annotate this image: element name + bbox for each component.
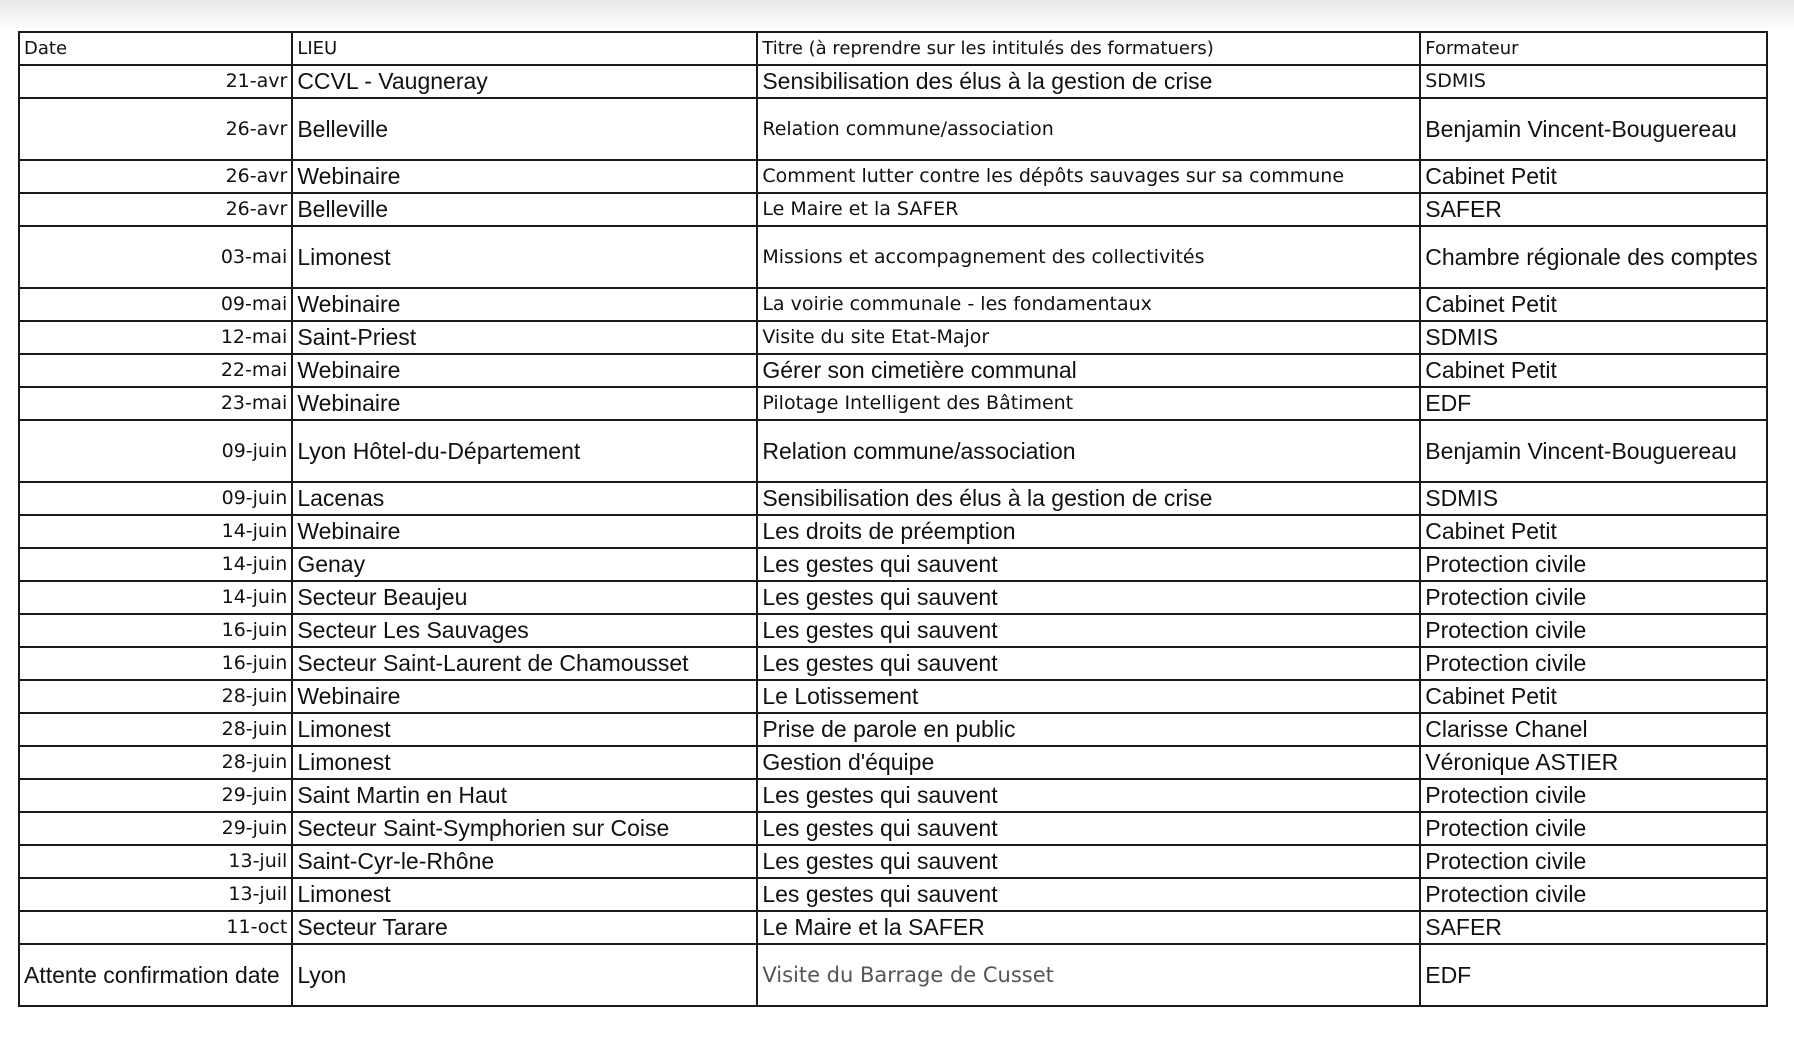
date-cell: 26-avr xyxy=(19,193,292,226)
formateur-cell: EDF xyxy=(1420,944,1767,1006)
date-cell: 09-juin xyxy=(19,482,292,515)
titre-cell: La voirie communale - les fondamentaux xyxy=(757,288,1420,321)
titre-cell: Relation commune/association xyxy=(757,420,1420,482)
titre-cell: Les gestes qui sauvent xyxy=(757,581,1420,614)
formateur-cell: Cabinet Petit xyxy=(1420,680,1767,713)
formateur-cell: Protection civile xyxy=(1420,878,1767,911)
date-cell: 16-juin xyxy=(19,614,292,647)
table-row xyxy=(19,581,1767,614)
table-row xyxy=(19,420,1767,482)
header-lieu: LIEU xyxy=(292,32,757,65)
date-cell: 14-juin xyxy=(19,581,292,614)
lieu-cell: CCVL - Vaugneray xyxy=(292,65,757,98)
formateur-cell: SAFER xyxy=(1420,193,1767,226)
date-cell: 09-juin xyxy=(19,420,292,482)
titre-cell: Gestion d'équipe xyxy=(757,746,1420,779)
date-cell: 28-juin xyxy=(19,680,292,713)
formateur-cell: Protection civile xyxy=(1420,845,1767,878)
titre-cell: Les gestes qui sauvent xyxy=(757,548,1420,581)
formateur-cell: Cabinet Petit xyxy=(1420,515,1767,548)
window-top-band xyxy=(0,0,1794,30)
formateur-cell: Cabinet Petit xyxy=(1420,288,1767,321)
formateur-cell: Cabinet Petit xyxy=(1420,354,1767,387)
table-row xyxy=(19,680,1767,713)
lieu-cell: Webinaire xyxy=(292,515,757,548)
date-cell: 26-avr xyxy=(19,98,292,160)
lieu-cell: Lyon xyxy=(292,944,757,1006)
table-row xyxy=(19,746,1767,779)
table-row xyxy=(19,779,1767,812)
formateur-cell: Benjamin Vincent-Bouguereau xyxy=(1420,98,1767,160)
formateur-cell: Protection civile xyxy=(1420,779,1767,812)
formateur-cell: SDMIS xyxy=(1420,65,1767,98)
date-cell: 28-juin xyxy=(19,713,292,746)
titre-cell: Sensibilisation des élus à la gestion de crise xyxy=(757,65,1420,98)
titre-cell: Relation commune/association xyxy=(757,98,1420,160)
header-row xyxy=(19,32,1767,65)
table-row xyxy=(19,812,1767,845)
lieu-cell: Genay xyxy=(292,548,757,581)
table-row xyxy=(19,226,1767,288)
formateur-cell: EDF xyxy=(1420,387,1767,420)
lieu-cell: Limonest xyxy=(292,746,757,779)
titre-cell: Les gestes qui sauvent xyxy=(757,812,1420,845)
table-row xyxy=(19,944,1767,1006)
table-row xyxy=(19,193,1767,226)
date-cell: 21-avr xyxy=(19,65,292,98)
titre-cell: Le Maire et la SAFER xyxy=(757,193,1420,226)
formateur-cell: Benjamin Vincent-Bouguereau xyxy=(1420,420,1767,482)
table-row xyxy=(19,515,1767,548)
titre-cell: Comment lutter contre les dépôts sauvages sur sa commune xyxy=(757,160,1420,193)
lieu-cell: Secteur Beaujeu xyxy=(292,581,757,614)
formateur-cell: SDMIS xyxy=(1420,482,1767,515)
date-cell: 29-juin xyxy=(19,779,292,812)
date-cell: 22-mai xyxy=(19,354,292,387)
lieu-cell: Secteur Les Sauvages xyxy=(292,614,757,647)
lieu-cell: Secteur Saint-Laurent de Chamousset xyxy=(292,647,757,680)
titre-cell: Prise de parole en public xyxy=(757,713,1420,746)
table-row xyxy=(19,911,1767,944)
header-formateur: Formateur xyxy=(1420,32,1767,65)
table-row xyxy=(19,647,1767,680)
table-row xyxy=(19,387,1767,420)
table-row xyxy=(19,98,1767,160)
formateur-cell: SAFER xyxy=(1420,911,1767,944)
lieu-cell: Webinaire xyxy=(292,354,757,387)
date-cell: 26-avr xyxy=(19,160,292,193)
lieu-cell: Limonest xyxy=(292,226,757,288)
formateur-cell: Protection civile xyxy=(1420,647,1767,680)
date-cell: 09-mai xyxy=(19,288,292,321)
titre-cell: Visite du site Etat-Major xyxy=(757,321,1420,354)
table-row xyxy=(19,713,1767,746)
date-cell: 12-mai xyxy=(19,321,292,354)
table-row xyxy=(19,845,1767,878)
formateur-cell: Protection civile xyxy=(1420,614,1767,647)
date-cell: 14-juin xyxy=(19,515,292,548)
titre-cell: Visite du Barrage de Cusset xyxy=(757,944,1420,1006)
titre-cell: Les gestes qui sauvent xyxy=(757,878,1420,911)
date-cell: 11-oct xyxy=(19,911,292,944)
lieu-cell: Webinaire xyxy=(292,680,757,713)
lieu-cell: Belleville xyxy=(292,193,757,226)
formateur-cell: Protection civile xyxy=(1420,812,1767,845)
lieu-cell: Saint-Cyr-le-Rhône xyxy=(292,845,757,878)
lieu-cell: Belleville xyxy=(292,98,757,160)
lieu-cell: Webinaire xyxy=(292,387,757,420)
lieu-cell: Secteur Tarare xyxy=(292,911,757,944)
date-cell: 13-juil xyxy=(19,878,292,911)
lieu-cell: Lacenas xyxy=(292,482,757,515)
header-titre: Titre (à reprendre sur les intitulés des formatuers) xyxy=(757,32,1420,65)
table-row xyxy=(19,614,1767,647)
formateur-cell: SDMIS xyxy=(1420,321,1767,354)
date-cell: 03-mai xyxy=(19,226,292,288)
titre-cell: Les gestes qui sauvent xyxy=(757,614,1420,647)
date-cell: Attente confirmation date xyxy=(19,944,292,1006)
date-cell: 23-mai xyxy=(19,387,292,420)
table-row xyxy=(19,354,1767,387)
header-date: Date xyxy=(19,32,292,65)
date-cell: 16-juin xyxy=(19,647,292,680)
titre-cell: Gérer son cimetière communal xyxy=(757,354,1420,387)
lieu-cell: Limonest xyxy=(292,878,757,911)
date-cell: 29-juin xyxy=(19,812,292,845)
titre-cell: Missions et accompagnement des collectivités xyxy=(757,226,1420,288)
titre-cell: Le Lotissement xyxy=(757,680,1420,713)
table-row xyxy=(19,288,1767,321)
titre-cell: Les gestes qui sauvent xyxy=(757,779,1420,812)
titre-cell: Les gestes qui sauvent xyxy=(757,845,1420,878)
formateur-cell: Clarisse Chanel xyxy=(1420,713,1767,746)
formateur-cell: Véronique ASTIER xyxy=(1420,746,1767,779)
formateur-cell: Cabinet Petit xyxy=(1420,160,1767,193)
lieu-cell: Secteur Saint-Symphorien sur Coise xyxy=(292,812,757,845)
titre-cell: Sensibilisation des élus à la gestion de crise xyxy=(757,482,1420,515)
lieu-cell: Webinaire xyxy=(292,160,757,193)
table-row xyxy=(19,482,1767,515)
lieu-cell: Webinaire xyxy=(292,288,757,321)
lieu-cell: Lyon Hôtel-du-Département xyxy=(292,420,757,482)
formateur-cell: Protection civile xyxy=(1420,548,1767,581)
date-cell: 14-juin xyxy=(19,548,292,581)
formateur-cell: Chambre régionale des comptes xyxy=(1420,226,1767,288)
formateur-cell: Protection civile xyxy=(1420,581,1767,614)
table-row xyxy=(19,65,1767,98)
date-cell: 13-juil xyxy=(19,845,292,878)
titre-cell: Les droits de préemption xyxy=(757,515,1420,548)
table-row xyxy=(19,160,1767,193)
lieu-cell: Limonest xyxy=(292,713,757,746)
lieu-cell: Saint Martin en Haut xyxy=(292,779,757,812)
titre-cell: Le Maire et la SAFER xyxy=(757,911,1420,944)
lieu-cell: Saint-Priest xyxy=(292,321,757,354)
table-row xyxy=(19,878,1767,911)
training-schedule-table xyxy=(18,31,1768,1007)
titre-cell: Pilotage Intelligent des Bâtiment xyxy=(757,387,1420,420)
table-row xyxy=(19,321,1767,354)
date-cell: 28-juin xyxy=(19,746,292,779)
titre-cell: Les gestes qui sauvent xyxy=(757,647,1420,680)
table-row xyxy=(19,548,1767,581)
